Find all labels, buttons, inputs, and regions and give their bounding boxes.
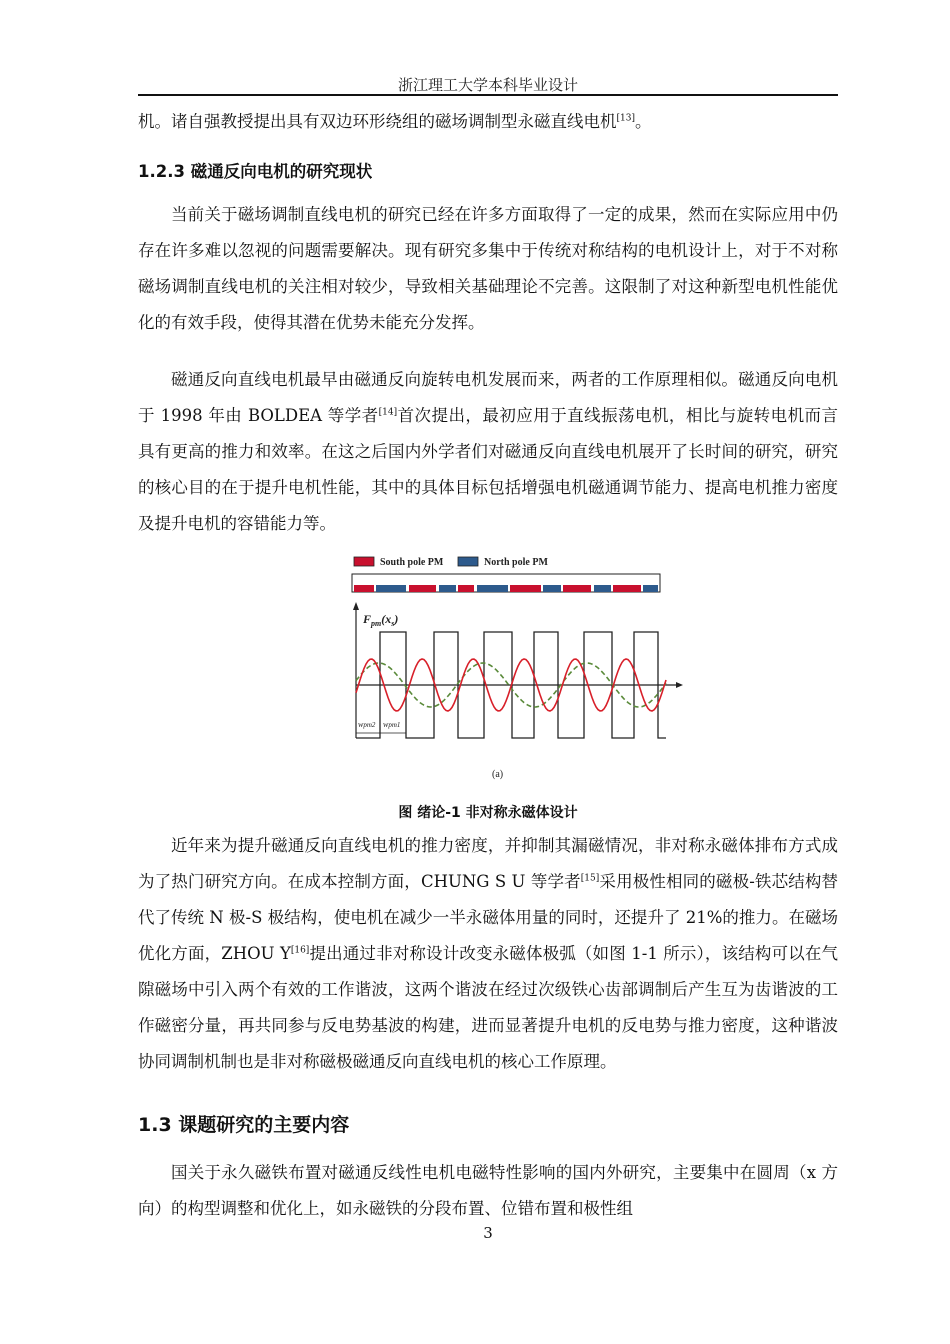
north-pole-pm xyxy=(643,585,658,592)
p3-text-b: 采用极性相同的磁极-铁芯结构替代了传统 N 极-S 极结构，使电机在减少一半永磁体用量的同时，还提升了 21%的推力。在磁场优化方面，ZHOU Y xyxy=(138,872,839,963)
p2-text-b: 首次提出，最初应用于直线振荡电机，相比与旋转电机而言具有更高的推力和效率。在这之后国内外学者们对磁通反向直线电机展开了长时间的研究，研究的核心目的在于提升电机性能，其中的具体目标包括增强电机磁通调节能力、提高电机推力密度及提升电机的容错能力等。 xyxy=(138,406,839,533)
south-pole-pm xyxy=(458,585,474,592)
p0-suffix: 。 xyxy=(634,112,652,131)
asymmetric-pm-figure xyxy=(336,548,684,788)
p2-text-a: 磁通反向直线电机最早由磁通反向旋转电机发展而来，两者的工作原理相似。磁通反向电机于 1998 年由 BOLDEA 等学者 xyxy=(138,370,838,425)
legend-north-label: North pole PM xyxy=(484,557,548,568)
south-pole-pm xyxy=(510,585,541,592)
north-pole-pm xyxy=(439,585,456,592)
figure-caption: 图 绪论-1 非对称永磁体设计 xyxy=(398,805,578,821)
header-rule xyxy=(138,94,838,96)
paragraph-2 xyxy=(138,362,838,542)
wpm2-label: wpm2 xyxy=(358,720,376,729)
page-header: 浙江理工大学本科毕业设计 xyxy=(397,76,578,94)
y-axis-label: $F_{pm}(x_s)$ xyxy=(363,612,399,628)
south-pole-pm xyxy=(563,585,591,592)
section-heading-1-3: 1.3 课题研究的主要内容 xyxy=(138,1114,350,1136)
south-pole-pm xyxy=(354,585,374,592)
south-pole-pm xyxy=(409,585,436,592)
subfigure-label: (a) xyxy=(492,769,504,780)
paragraph-4: 国关于永久磁铁布置对磁通反线性电机电磁特性影响的国内外研究，主要集中在圆周（x 方向）的构型调整和优化上，如永磁铁的分段布置、位错布置和极性组 xyxy=(138,1163,838,1218)
citation-16: [16] xyxy=(290,945,310,956)
north-pole-pm xyxy=(594,585,611,592)
paragraph-0 xyxy=(138,104,838,140)
paragraph-1: 当前关于磁场调制直线电机的研究已经在许多方面取得了一定的成果，然而在实际应用中仍存在许多难以忽视的问题需要解决。现有研究多集中于传统对称结构的电机设计上，对于不对称磁场调制直线电机的关注相对较少，导致相关基础理论不完善。这限制了对这种新型电机性能优化的有效手段，使得其潜在优势未能充分发挥。 xyxy=(138,205,838,332)
north-pole-pm xyxy=(543,585,561,592)
citation-13: [13] xyxy=(616,113,635,124)
paragraph-3 xyxy=(138,828,838,1080)
wpm1-label: wpm1 xyxy=(383,720,401,729)
north-pole-pm xyxy=(376,585,406,592)
citation-14: [14] xyxy=(378,407,398,418)
p3-text-a: 近年来为提升磁通反向直线电机的推力密度，并抑制其漏磁情况，非对称永磁体排布方式成为了热门研究方向。在成本控制方面，CHUNG S U 等学者 xyxy=(138,836,838,891)
south-pole-pm xyxy=(613,585,641,592)
legend-north-swatch xyxy=(458,557,478,566)
citation-15: [15] xyxy=(580,873,600,884)
p3-text-c: 提出通过非对称设计改变永磁体极弧（如图 1-1 所示），该结构可以在气隙磁场中引入两个有效的工作谐波，这两个谐波在经过次级铁心齿部调制后产生互为齿谐波的工作磁密分量，再共同参与反电势基波的构建，进而显著提升电机的反电势与推力密度，这种谐波协同调制机制也是非对称磁极磁通反向直线电机的核心工作原理。 xyxy=(138,944,838,1071)
legend-south-swatch xyxy=(354,557,374,566)
section-heading-1-2-3: 1.2.3 磁通反向电机的研究现状 xyxy=(138,162,373,181)
legend-south-label: South pole PM xyxy=(380,557,444,568)
p0-text: 机。诸自强教授提出具有双边环形绕组的磁场调制型永磁直线电机 xyxy=(138,112,617,131)
page-number: 3 xyxy=(483,1224,493,1242)
north-pole-pm xyxy=(477,585,508,592)
